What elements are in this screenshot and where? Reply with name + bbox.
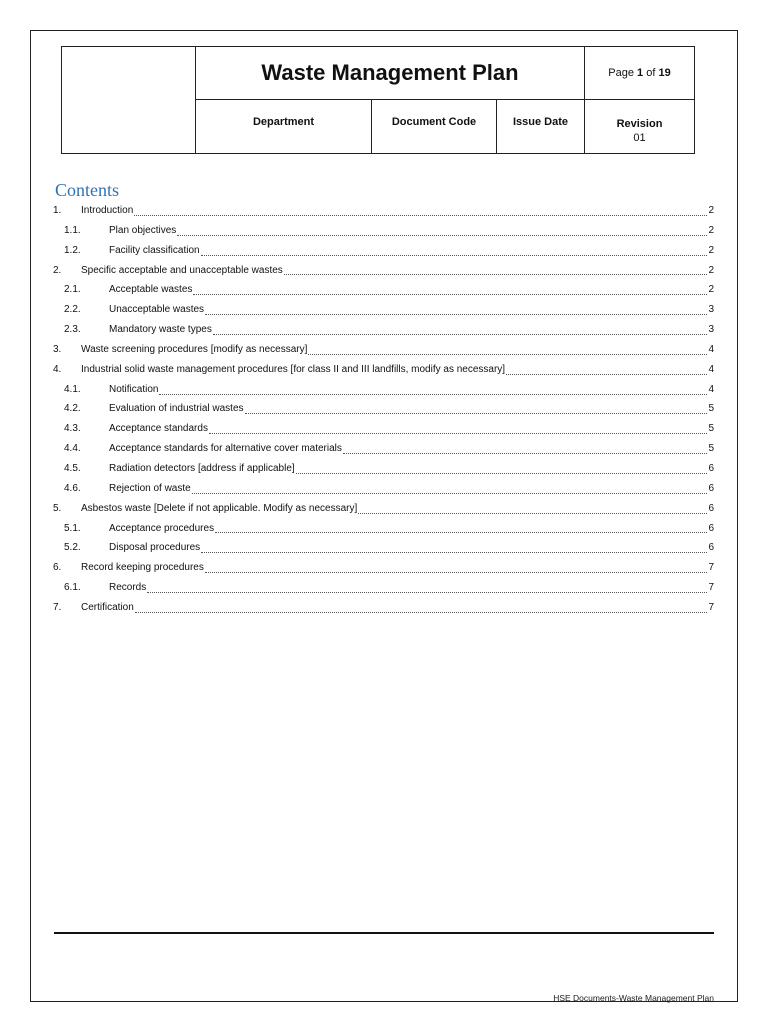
toc-entry-number: 1.1. xyxy=(64,224,81,236)
toc-entry-page: 7 xyxy=(708,562,714,574)
department-cell xyxy=(196,100,372,154)
toc-entry-number: 5.1. xyxy=(64,522,81,534)
toc-entry-title[interactable]: Evaluation of industrial wastes xyxy=(109,403,244,415)
toc-entry-title[interactable]: Acceptance standards xyxy=(109,423,208,435)
logo-cell xyxy=(62,47,196,154)
toc-dot-leader xyxy=(506,363,707,375)
toc-entry-title[interactable]: Rejection of waste xyxy=(109,482,191,494)
toc-entry-page: 5 xyxy=(708,443,714,455)
toc-dot-leader xyxy=(245,402,708,414)
page-current: 1 xyxy=(637,67,644,79)
toc-entry-title[interactable]: Certification xyxy=(81,601,134,613)
toc-entry-page: 2 xyxy=(708,244,714,256)
toc-entry-page: 5 xyxy=(708,403,714,415)
toc-entry[interactable] xyxy=(53,360,714,380)
toc-entry-number: 4.2. xyxy=(64,403,81,415)
toc-dot-leader xyxy=(213,323,708,335)
table-of-contents xyxy=(53,201,714,618)
toc-entry-title[interactable]: Notification xyxy=(109,383,159,395)
toc-entry[interactable] xyxy=(53,340,714,360)
page-of: of xyxy=(643,67,659,79)
toc-entry-number: 6. xyxy=(53,562,62,574)
toc-entry-title[interactable]: Acceptable wastes xyxy=(109,284,193,296)
document-code-label: Document Code xyxy=(391,116,477,128)
toc-entry-title[interactable]: Records xyxy=(109,582,147,594)
toc-entry-page: 7 xyxy=(708,601,714,613)
revision-value: 01 xyxy=(633,132,646,144)
toc-entry-page: 3 xyxy=(708,304,714,316)
toc-entry-title[interactable]: Asbestos waste [Delete if not applicable. Modify as necessary] xyxy=(81,502,358,514)
footer-divider xyxy=(54,932,714,934)
toc-entry[interactable] xyxy=(53,558,714,578)
toc-entry-title[interactable]: Acceptance procedures xyxy=(109,522,215,534)
toc-entry-number: 4.1. xyxy=(64,383,81,395)
toc-entry[interactable] xyxy=(53,280,714,300)
toc-entry-title[interactable]: Specific acceptable and unacceptable wastes xyxy=(81,264,283,276)
toc-entry[interactable] xyxy=(53,538,714,558)
toc-entry[interactable] xyxy=(53,519,714,539)
toc-entry[interactable] xyxy=(53,320,714,340)
toc-entry-number: 6.1. xyxy=(64,582,81,594)
footer-text: HSE Documents-Waste Management Plan xyxy=(553,993,714,1003)
toc-dot-leader xyxy=(201,244,708,256)
toc-entry-page: 6 xyxy=(708,482,714,494)
toc-entry-title[interactable]: Waste screening procedures [modify as necessary] xyxy=(81,343,308,355)
toc-entry[interactable] xyxy=(53,439,714,459)
toc-entry-number: 3. xyxy=(53,343,62,355)
toc-entry-page: 2 xyxy=(708,264,714,276)
toc-entry-page: 4 xyxy=(708,383,714,395)
toc-dot-leader xyxy=(215,521,707,533)
toc-entry-number: 2.3. xyxy=(64,324,81,336)
toc-dot-leader xyxy=(147,581,707,593)
revision-cell xyxy=(585,100,695,154)
toc-dot-leader xyxy=(308,343,707,355)
toc-entry-page: 6 xyxy=(708,462,714,474)
toc-entry-number: 1. xyxy=(53,205,62,216)
toc-entry-page: 6 xyxy=(708,542,714,554)
department-label: Department xyxy=(252,116,315,128)
toc-entry-title[interactable]: Facility classification xyxy=(109,244,200,256)
toc-dot-leader xyxy=(177,224,707,236)
toc-dot-leader xyxy=(284,263,708,275)
toc-entry-number: 1.2. xyxy=(64,244,81,256)
toc-entry[interactable] xyxy=(53,578,714,598)
toc-entry-page: 4 xyxy=(708,363,714,375)
toc-dot-leader xyxy=(296,462,708,474)
toc-entry-page: 4 xyxy=(708,343,714,355)
document-header-table xyxy=(61,46,695,154)
toc-entry[interactable] xyxy=(53,399,714,419)
toc-entry[interactable] xyxy=(53,380,714,400)
toc-entry[interactable] xyxy=(53,479,714,499)
document-title: Waste Management Plan xyxy=(261,60,519,85)
toc-entry-title[interactable]: Mandatory waste types xyxy=(109,324,212,336)
toc-entry-number: 4.5. xyxy=(64,462,81,474)
toc-entry-page: 2 xyxy=(708,205,714,216)
page-prefix: Page xyxy=(608,67,638,79)
toc-entry-number: 7. xyxy=(53,601,62,613)
toc-entry-page: 5 xyxy=(708,423,714,435)
toc-entry-page: 2 xyxy=(708,224,714,236)
toc-entry-number: 2.2. xyxy=(64,304,81,316)
page-total: 19 xyxy=(658,67,671,79)
toc-entry-number: 4. xyxy=(53,363,62,375)
toc-entry-page: 6 xyxy=(708,502,714,514)
toc-dot-leader xyxy=(135,601,708,613)
document-code-cell xyxy=(372,100,497,154)
toc-entry-title[interactable]: Introduction xyxy=(81,205,134,216)
toc-entry[interactable] xyxy=(53,499,714,519)
toc-entry-number: 4.3. xyxy=(64,423,81,435)
issue-date-cell xyxy=(497,100,585,154)
toc-entry[interactable] xyxy=(53,261,714,281)
toc-entry-page: 2 xyxy=(708,284,714,296)
toc-entry-number: 2. xyxy=(53,264,62,276)
toc-dot-leader xyxy=(159,383,707,395)
toc-entry[interactable] xyxy=(53,419,714,439)
toc-entry[interactable] xyxy=(53,300,714,320)
toc-entry-number: 4.6. xyxy=(64,482,81,494)
toc-entry-page: 3 xyxy=(708,324,714,336)
toc-entry-title[interactable]: Acceptance standards for alternative cover materials xyxy=(109,443,342,455)
toc-entry-title[interactable]: Disposal procedures xyxy=(109,542,201,554)
toc-dot-leader xyxy=(134,204,707,216)
toc-entry-number: 4.4. xyxy=(64,443,81,455)
toc-dot-leader xyxy=(192,482,708,494)
toc-dot-leader xyxy=(358,502,707,514)
toc-dot-leader xyxy=(205,561,708,573)
toc-dot-leader xyxy=(193,283,707,295)
toc-entry-number: 5.2. xyxy=(64,542,81,554)
revision-label: Revision xyxy=(616,118,663,130)
toc-entry-title[interactable]: Plan objectives xyxy=(109,224,177,236)
page-number-cell xyxy=(585,47,695,100)
toc-entry[interactable] xyxy=(53,459,714,479)
toc-entry-number: 2.1. xyxy=(64,284,81,296)
toc-dot-leader xyxy=(201,541,707,553)
toc-entry-page: 7 xyxy=(708,582,714,594)
toc-entry-title[interactable]: Record keeping procedures xyxy=(81,562,204,574)
contents-heading: Contents xyxy=(55,180,120,200)
issue-date-label: Issue Date xyxy=(512,116,569,128)
toc-entry[interactable] xyxy=(53,201,714,221)
toc-entry-page: 6 xyxy=(708,522,714,534)
document-title-cell xyxy=(196,47,585,100)
toc-entry-title[interactable]: Industrial solid waste management procedures [for class II and III landfills, modify as necessary] xyxy=(81,363,506,375)
toc-dot-leader xyxy=(343,442,708,454)
toc-entry[interactable] xyxy=(53,598,714,618)
toc-dot-leader xyxy=(209,422,707,434)
toc-dot-leader xyxy=(205,303,707,315)
toc-entry-title[interactable]: Radiation detectors [address if applicable] xyxy=(109,462,295,474)
toc-entry-number: 5. xyxy=(53,502,62,514)
toc-entry[interactable] xyxy=(53,241,714,261)
toc-entry-title[interactable]: Unacceptable wastes xyxy=(109,304,205,316)
toc-entry[interactable] xyxy=(53,221,714,241)
